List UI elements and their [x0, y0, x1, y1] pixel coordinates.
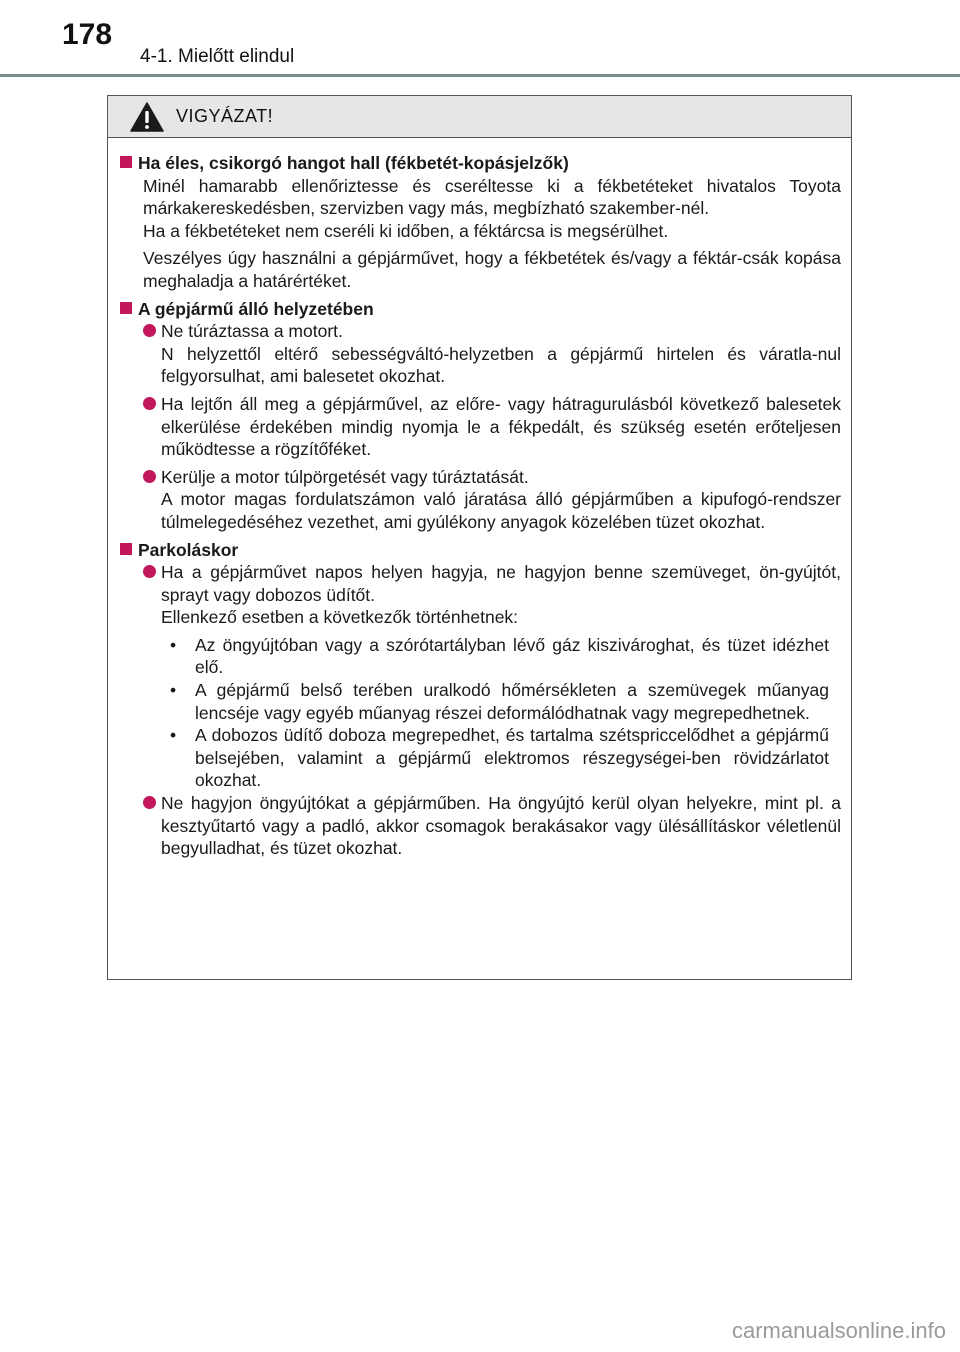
sub-bullet-marker: •	[170, 680, 177, 701]
paragraph: Minél hamarabb ellenőriztesse és cseréltesse ki a fékbetéteket hivatalos Toyota márkakereskedésben, szervizben vagy más, megbízható szakember-nél.	[143, 175, 841, 219]
page-number: 178	[62, 18, 113, 51]
circle-bullet-icon	[143, 397, 156, 410]
circle-bullet-icon	[143, 565, 156, 578]
paragraph: Veszélyes úgy használni a gépjárművet, hogy a fékbetétek és/vagy a féktár-csák kopása meghaladja a határértéket.	[143, 248, 841, 291]
circle-bullet-icon	[143, 796, 156, 809]
sub-bullet-marker: •	[170, 634, 177, 655]
section-heading: Parkoláskor	[120, 539, 841, 562]
sub-list-item: • Az öngyújtóban vagy a szórótartályban lévő gáz kiszivároghat, és tüzet idézhet elő.	[170, 634, 829, 678]
circle-bullet-icon	[143, 324, 156, 337]
bullet-item: Ha lejtőn áll meg a gépjárművel, az előre- vagy hátragurulásból következő balesetek elkerülése érdekében mindig nyomja le a fékpedált, és szükség esetén erőteljesen működtesse a rögzítőféket.	[143, 393, 841, 461]
section-heading: Ha éles, csikorgó hangot hall (fékbetét-kopásjelzők)	[120, 152, 841, 175]
sub-bullet-marker: •	[170, 725, 177, 746]
warning-body	[108, 138, 851, 860]
section-heading: A gépjármű álló helyzetében	[120, 298, 841, 321]
bullet-item: Ha a gépjárművet napos helyen hagyja, ne hagyjon benne szemüveget, ön-gyújtót, sprayt vagy dobozos üdítőt. Ellenkező esetben a következők történhetnek:	[143, 561, 841, 629]
paragraph: Ha a fékbetéteket nem cseréli ki időben, a féktárcsa is megsérülhet.	[143, 220, 669, 241]
warning-box	[107, 95, 852, 980]
header-divider	[0, 74, 960, 77]
warning-title: VIGYÁZAT!	[176, 106, 274, 126]
section-title: 4-1. Mielőtt elindul	[140, 46, 295, 67]
square-bullet-icon	[120, 302, 132, 314]
bullet-item: Ne túráztassa a motort. N helyzettől eltérő sebességváltó-helyzetben a gépjármű hirtelen és váratla-nul felgyorsulhat, ami balesetet okozhat.	[143, 320, 841, 388]
circle-bullet-icon	[143, 470, 156, 483]
watermark: carmanualsonline.info	[731, 1318, 946, 1343]
square-bullet-icon	[120, 543, 132, 555]
bullet-item: Kerülje a motor túlpörgetését vagy túráztatását. A motor magas fordulatszámon való járatása álló gépjárműben a kipufogó-rendszer túlmelegedéséhez vezethet, ami gyúlékony anyagok közelében tüzet okozhat.	[143, 466, 841, 534]
warning-triangle-icon	[130, 102, 164, 132]
sub-list-item: • A dobozos üdítő doboza megrepedhet, és tartalma szétspriccelődhet a gépjármű belsejében, valamint a gépjármű elektromos részegységei-ben rövidzárlatot okozhat.	[170, 725, 829, 791]
bullet-item: Ne hagyjon öngyújtókat a gépjárműben. Ha öngyújtó kerül olyan helyekre, mint pl. a kesztyűtartó vagy a padló, akkor csomagok berakásakor vagy ülésállításkor véletlenül begyulladhat, és tüzet okozhat.	[143, 792, 841, 860]
square-bullet-icon	[120, 156, 132, 168]
sub-list-item: • A gépjármű belső terében uralkodó hőmérsékleten a szemüvegek műanyag lencséje vagy egyéb műanyag részei deformálódhatnak vagy megrepedhetnek.	[170, 680, 829, 723]
warning-header	[108, 96, 851, 138]
page-header	[0, 0, 960, 82]
